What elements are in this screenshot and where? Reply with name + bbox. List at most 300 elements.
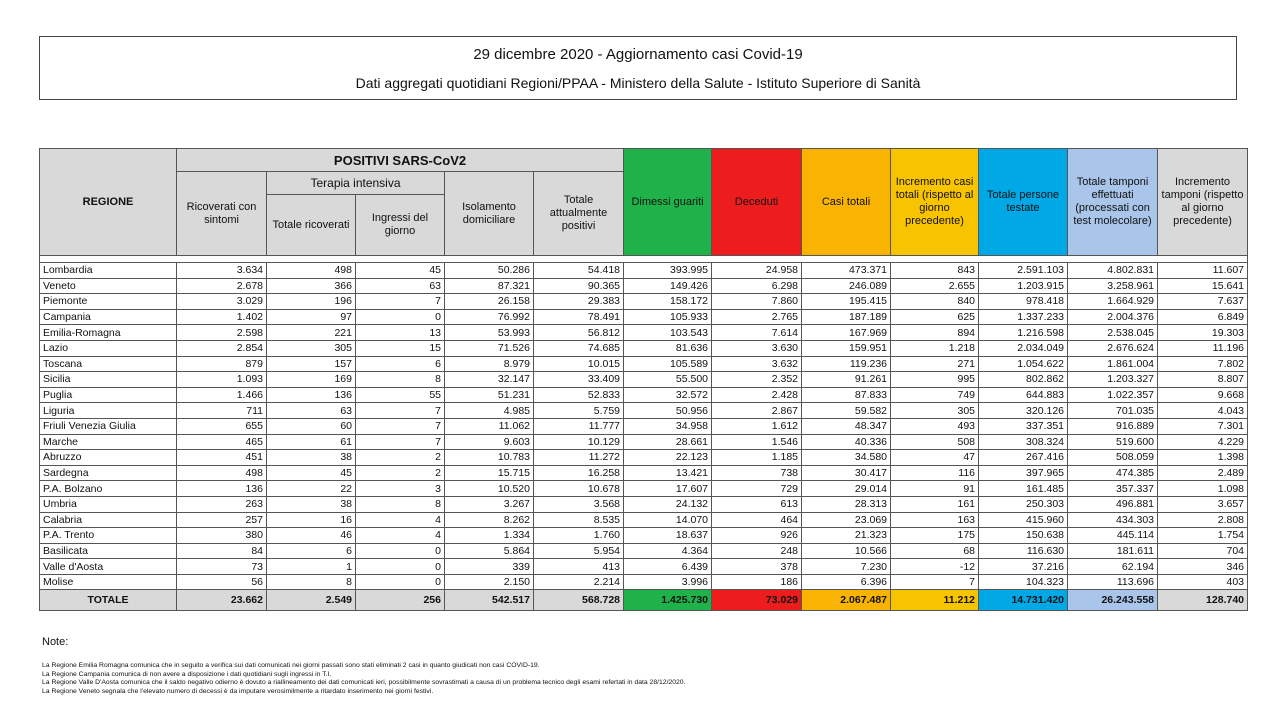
table-cell: 250.303 (979, 496, 1068, 512)
table-cell: 7.637 (1158, 294, 1248, 310)
total-cell: 11.212 (891, 590, 979, 611)
table-row (40, 528, 1248, 544)
table-cell: 2.489 (1158, 465, 1248, 481)
table-cell: 496.881 (1068, 496, 1158, 512)
table-cell: 45 (356, 263, 445, 279)
total-cell: 14.731.420 (979, 590, 1068, 611)
table-cell: 508 (891, 434, 979, 450)
total-cell: 2.549 (267, 590, 356, 611)
table-cell: 464 (712, 512, 802, 528)
table-cell: 5.759 (534, 403, 624, 419)
table-cell: 163 (891, 512, 979, 528)
note-line: La Regione Emilia Romagna comunica che in seguito a verifica sui dati comunicati nei giorni passati sono stati eliminati 2 casi in quanto giudicati non casi COVID-19. (42, 662, 540, 669)
table-cell: 1.218 (891, 340, 979, 356)
table-cell: 16 (267, 512, 356, 528)
table-cell: 9.603 (445, 434, 534, 450)
region-name: Lazio (40, 340, 177, 356)
table-row (40, 434, 1248, 450)
table-cell: 3.267 (445, 496, 534, 512)
report-title: 29 dicembre 2020 - Aggiornamento casi Covid-19 (473, 46, 803, 63)
region-name: Sardegna (40, 465, 177, 481)
report-title-box (39, 36, 1237, 100)
table-cell: 15.715 (445, 465, 534, 481)
table-cell: 2 (356, 465, 445, 481)
col-isolamento: Isolamento domiciliare (445, 172, 534, 256)
table-cell: 10.783 (445, 450, 534, 466)
table-cell: 71.526 (445, 340, 534, 356)
table-cell: 5.954 (534, 543, 624, 559)
table-cell: 1.402 (177, 309, 267, 325)
table-cell: 119.236 (802, 356, 891, 372)
table-cell: 1.054.622 (979, 356, 1068, 372)
notes-header: Note: (42, 636, 69, 648)
table-row (40, 372, 1248, 388)
table-cell: 48.347 (802, 418, 891, 434)
table-cell: 3.996 (624, 574, 712, 590)
table-cell: 7 (891, 574, 979, 590)
table-cell: 105.589 (624, 356, 712, 372)
table-cell: 378 (712, 559, 802, 575)
table-cell: 26.158 (445, 294, 534, 310)
total-cell: 542.517 (445, 590, 534, 611)
table-cell: 7 (356, 434, 445, 450)
table-cell: 1.754 (1158, 528, 1248, 544)
table-cell: 7.614 (712, 325, 802, 341)
table-cell: 1.216.598 (979, 325, 1068, 341)
region-name: Friuli Venezia Giulia (40, 418, 177, 434)
table-cell: 38 (267, 450, 356, 466)
table-cell: 4 (356, 528, 445, 544)
table-cell: 22.123 (624, 450, 712, 466)
table-cell: 613 (712, 496, 802, 512)
table-cell: 103.543 (624, 325, 712, 341)
table-cell: 7.802 (1158, 356, 1248, 372)
region-name: Sicilia (40, 372, 177, 388)
table-cell: 519.600 (1068, 434, 1158, 450)
table-cell: 1.203.327 (1068, 372, 1158, 388)
table-cell: 23.069 (802, 512, 891, 528)
table-cell: 7.301 (1158, 418, 1248, 434)
region-name: Basilicata (40, 543, 177, 559)
table-cell: 738 (712, 465, 802, 481)
table-cell: 7 (356, 294, 445, 310)
table-cell: 52.833 (534, 387, 624, 403)
table-cell: 644.883 (979, 387, 1068, 403)
table-cell: 97 (267, 309, 356, 325)
table-cell: 10.015 (534, 356, 624, 372)
table-cell: 4 (356, 512, 445, 528)
col-incremento-tamponi: Incremento tamponi (rispetto al giorno precedente) (1158, 149, 1248, 256)
table-cell: 473.371 (802, 263, 891, 279)
table-row (40, 387, 1248, 403)
table-row (40, 356, 1248, 372)
table-cell: 7 (356, 418, 445, 434)
table-cell: 8 (356, 372, 445, 388)
table-cell: 305 (267, 340, 356, 356)
covid-data-table (39, 148, 1248, 611)
table-cell: 7 (356, 403, 445, 419)
table-cell: 30.417 (802, 465, 891, 481)
table-cell: 2 (356, 450, 445, 466)
table-cell: 1.093 (177, 372, 267, 388)
header-spacer (40, 256, 1248, 263)
table-cell: 393.995 (624, 263, 712, 279)
table-cell: 508.059 (1068, 450, 1158, 466)
table-cell: 54.418 (534, 263, 624, 279)
table-cell: 2.214 (534, 574, 624, 590)
region-name: Marche (40, 434, 177, 450)
table-cell: 0 (356, 543, 445, 559)
table-cell: 451 (177, 450, 267, 466)
table-cell: 1.337.233 (979, 309, 1068, 325)
table-cell: 167.969 (802, 325, 891, 341)
table-cell: 498 (267, 263, 356, 279)
table-cell: 3 (356, 481, 445, 497)
table-cell: 0 (356, 559, 445, 575)
table-cell: 21.323 (802, 528, 891, 544)
table-row (40, 294, 1248, 310)
table-cell: 6.849 (1158, 309, 1248, 325)
table-cell: 1.185 (712, 450, 802, 466)
total-cell: 1.425.730 (624, 590, 712, 611)
table-cell: 17.607 (624, 481, 712, 497)
table-cell: 271 (891, 356, 979, 372)
table-cell: 840 (891, 294, 979, 310)
table-cell: 105.933 (624, 309, 712, 325)
table-cell: 995 (891, 372, 979, 388)
note-line: La Regione Valle D'Aosta comunica che il saldo negativo odierno è dovuto a riallineamento dei dati comunicati ieri, possibilmente sovrastimati a causa di un problema tecnico degli esami refertati in data 28/12/2020. (42, 679, 686, 687)
table-row (40, 512, 1248, 528)
table-cell: 3.657 (1158, 496, 1248, 512)
table-cell: 357.337 (1068, 481, 1158, 497)
table-cell: 87.321 (445, 278, 534, 294)
table-cell: 465 (177, 434, 267, 450)
table-cell: 879 (177, 356, 267, 372)
table-cell: 397.965 (979, 465, 1068, 481)
table-cell: 1.098 (1158, 481, 1248, 497)
table-cell: 1.546 (712, 434, 802, 450)
col-ricoverati: Ricoverati con sintomi (177, 172, 267, 256)
table-cell: 625 (891, 309, 979, 325)
table-cell: 729 (712, 481, 802, 497)
table-cell: 2.676.624 (1068, 340, 1158, 356)
col-dimessi-guariti: Dimessi guariti (624, 149, 712, 256)
table-row (40, 496, 1248, 512)
table-cell: 28.661 (624, 434, 712, 450)
table-cell: 2.150 (445, 574, 534, 590)
table-cell: 2.867 (712, 403, 802, 419)
region-name: Valle d'Aosta (40, 559, 177, 575)
table-cell: 159.951 (802, 340, 891, 356)
table-cell: 413 (534, 559, 624, 575)
table-row (40, 340, 1248, 356)
table-cell: 175 (891, 528, 979, 544)
table-cell: 10.566 (802, 543, 891, 559)
table-cell: 15 (356, 340, 445, 356)
table-cell: 1.861.004 (1068, 356, 1158, 372)
table-cell: 337.351 (979, 418, 1068, 434)
total-cell: 568.728 (534, 590, 624, 611)
table-cell: 4.802.831 (1068, 263, 1158, 279)
table-cell: 32.572 (624, 387, 712, 403)
region-name: Puglia (40, 387, 177, 403)
region-name: Toscana (40, 356, 177, 372)
table-cell: 1.398 (1158, 450, 1248, 466)
table-cell: 8.262 (445, 512, 534, 528)
table-row (40, 481, 1248, 497)
table-cell: 32.147 (445, 372, 534, 388)
table-cell: 339 (445, 559, 534, 575)
note-line: La Regione Veneto segnala che l'elevato numero di decessi è da imputare verosimilmente a ritardato inserimento nei giorni festivi. (42, 687, 434, 695)
table-cell: 6.396 (802, 574, 891, 590)
group-positivi: POSITIVI SARS-CoV2 (177, 149, 624, 172)
table-cell: 7.860 (712, 294, 802, 310)
table-row (40, 465, 1248, 481)
notes-section (42, 636, 1232, 696)
region-name: Emilia-Romagna (40, 325, 177, 341)
table-cell: 11.062 (445, 418, 534, 434)
table-cell: 169 (267, 372, 356, 388)
table-row (40, 263, 1248, 279)
table-cell: 926 (712, 528, 802, 544)
table-cell: 978.418 (979, 294, 1068, 310)
table-cell: 3.630 (712, 340, 802, 356)
table-body (40, 256, 1248, 611)
table-cell: 40.336 (802, 434, 891, 450)
col-persone-testate: Totale persone testate (979, 149, 1068, 256)
col-regione: REGIONE (40, 149, 177, 256)
table-cell: 320.126 (979, 403, 1068, 419)
table-cell: 11.607 (1158, 263, 1248, 279)
table-cell: 474.385 (1068, 465, 1158, 481)
table-cell: 113.696 (1068, 574, 1158, 590)
total-row (40, 590, 1248, 611)
table-cell: 415.960 (979, 512, 1068, 528)
table-cell: 3.568 (534, 496, 624, 512)
table-row (40, 325, 1248, 341)
table-cell: 257 (177, 512, 267, 528)
table-cell: 0 (356, 574, 445, 590)
table-cell: 19.303 (1158, 325, 1248, 341)
table-cell: 37.216 (979, 559, 1068, 575)
total-cell: 26.243.558 (1068, 590, 1158, 611)
table-cell: 7.230 (802, 559, 891, 575)
table-cell: 4.364 (624, 543, 712, 559)
table-cell: 2.808 (1158, 512, 1248, 528)
table-cell: 74.685 (534, 340, 624, 356)
region-name: Liguria (40, 403, 177, 419)
table-cell: 50.286 (445, 263, 534, 279)
table-cell: 2.004.376 (1068, 309, 1158, 325)
table-cell: 59.582 (802, 403, 891, 419)
table-cell: 5.864 (445, 543, 534, 559)
table-cell: 8 (356, 496, 445, 512)
table-cell: 267.416 (979, 450, 1068, 466)
table-cell: 45 (267, 465, 356, 481)
table-cell: 16.258 (534, 465, 624, 481)
table-cell: 90.365 (534, 278, 624, 294)
table-cell: 6 (356, 356, 445, 372)
table-cell: 18.637 (624, 528, 712, 544)
table-cell: 4.043 (1158, 403, 1248, 419)
table-cell: 24.132 (624, 496, 712, 512)
table-cell: 136 (267, 387, 356, 403)
table-cell: 749 (891, 387, 979, 403)
total-cell: 2.067.487 (802, 590, 891, 611)
table-cell: 47 (891, 450, 979, 466)
table-cell: 149.426 (624, 278, 712, 294)
table-cell: 84 (177, 543, 267, 559)
table-cell: 403 (1158, 574, 1248, 590)
table-cell: 3.634 (177, 263, 267, 279)
table-cell: 38 (267, 496, 356, 512)
table-cell: 1.664.929 (1068, 294, 1158, 310)
table-cell: 2.591.103 (979, 263, 1068, 279)
spacer-cell (40, 256, 1248, 263)
total-cell: 128.740 (1158, 590, 1248, 611)
table-cell: 9.668 (1158, 387, 1248, 403)
table-cell: 1.334 (445, 528, 534, 544)
table-cell: 434.303 (1068, 512, 1158, 528)
table-cell: 1 (267, 559, 356, 575)
table-cell: 2.655 (891, 278, 979, 294)
table-cell: 34.580 (802, 450, 891, 466)
table-cell: 157 (267, 356, 356, 372)
table-cell: 8.535 (534, 512, 624, 528)
table-cell: 29.014 (802, 481, 891, 497)
total-cell: 73.029 (712, 590, 802, 611)
table-cell: 116 (891, 465, 979, 481)
table-cell: 701.035 (1068, 403, 1158, 419)
table-cell: 263 (177, 496, 267, 512)
table-cell: 10.129 (534, 434, 624, 450)
total-cell: 256 (356, 590, 445, 611)
table-cell: 60 (267, 418, 356, 434)
table-cell: 87.833 (802, 387, 891, 403)
table-cell: 78.491 (534, 309, 624, 325)
group-terapia-intensiva: Terapia intensiva (267, 172, 445, 195)
table-cell: 15.641 (1158, 278, 1248, 294)
table-cell: 46 (267, 528, 356, 544)
col-casi-totali: Casi totali (802, 149, 891, 256)
table-cell: 81.636 (624, 340, 712, 356)
table-cell: 1.203.915 (979, 278, 1068, 294)
table-cell: 8.807 (1158, 372, 1248, 388)
region-name: Molise (40, 574, 177, 590)
table-cell: 91.261 (802, 372, 891, 388)
table-cell: 56 (177, 574, 267, 590)
table-cell: 2.854 (177, 340, 267, 356)
table-cell: 13.421 (624, 465, 712, 481)
table-cell: 104.323 (979, 574, 1068, 590)
table-cell: 0 (356, 309, 445, 325)
table-cell: 11.777 (534, 418, 624, 434)
table-cell: 498 (177, 465, 267, 481)
table-cell: 14.070 (624, 512, 712, 528)
table-cell: 187.189 (802, 309, 891, 325)
table-cell: 704 (1158, 543, 1248, 559)
table-cell: 63 (356, 278, 445, 294)
table-cell: 366 (267, 278, 356, 294)
table-cell: 161.485 (979, 481, 1068, 497)
table-cell: 181.611 (1068, 543, 1158, 559)
table-cell: 13 (356, 325, 445, 341)
region-name: P.A. Trento (40, 528, 177, 544)
region-name: Lombardia (40, 263, 177, 279)
table-cell: 308.324 (979, 434, 1068, 450)
table-cell: 1.760 (534, 528, 624, 544)
table-cell: 55 (356, 387, 445, 403)
table-cell: 68 (891, 543, 979, 559)
table-cell: 6 (267, 543, 356, 559)
col-incremento-casi: Incremento casi totali (rispetto al giorno precedente) (891, 149, 979, 256)
table-cell: 33.409 (534, 372, 624, 388)
table-cell: 916.889 (1068, 418, 1158, 434)
table-row (40, 309, 1248, 325)
table-cell: 802.862 (979, 372, 1068, 388)
table-cell: 55.500 (624, 372, 712, 388)
col-tamponi: Totale tamponi effettuati (processati con test molecolare) (1068, 149, 1158, 256)
table-cell: 10.520 (445, 481, 534, 497)
table-cell: 136 (177, 481, 267, 497)
table-cell: 2.765 (712, 309, 802, 325)
table-cell: 445.114 (1068, 528, 1158, 544)
table-row (40, 418, 1248, 434)
table-cell: 8 (267, 574, 356, 590)
table-cell: 2.598 (177, 325, 267, 341)
table-cell: 493 (891, 418, 979, 434)
table-cell: 1.466 (177, 387, 267, 403)
table-cell: 63 (267, 403, 356, 419)
table-row (40, 403, 1248, 419)
table-cell: 3.632 (712, 356, 802, 372)
table-cell: 34.958 (624, 418, 712, 434)
table-cell: 150.638 (979, 528, 1068, 544)
col-ti-ingressi: Ingressi del giorno (356, 195, 445, 256)
col-deceduti: Deceduti (712, 149, 802, 256)
col-totale-positivi: Totale attualmente positivi (534, 172, 624, 256)
table-cell: 3.258.961 (1068, 278, 1158, 294)
table-cell: 248 (712, 543, 802, 559)
table-row (40, 278, 1248, 294)
table-cell: 8.979 (445, 356, 534, 372)
table-cell: 10.678 (534, 481, 624, 497)
table-cell: 22 (267, 481, 356, 497)
table-cell: 11.196 (1158, 340, 1248, 356)
table-cell: 380 (177, 528, 267, 544)
table-cell: 61 (267, 434, 356, 450)
table-cell: 2.538.045 (1068, 325, 1158, 341)
table-cell: 4.229 (1158, 434, 1248, 450)
table-cell: 51.231 (445, 387, 534, 403)
col-ti-totale: Totale ricoverati (267, 195, 356, 256)
table-cell: 246.089 (802, 278, 891, 294)
table-cell: 24.958 (712, 263, 802, 279)
table-cell: 4.985 (445, 403, 534, 419)
table-row (40, 450, 1248, 466)
table-cell: 195.415 (802, 294, 891, 310)
total-label: TOTALE (40, 590, 177, 611)
table-cell: 2.034.049 (979, 340, 1068, 356)
table-cell: 346 (1158, 559, 1248, 575)
table-cell: 158.172 (624, 294, 712, 310)
table-cell: 2.352 (712, 372, 802, 388)
note-line: La Regione Campania comunica di non avere a disposizione i dati quotidiani sugli ingressi in T.I. (42, 670, 332, 678)
table-cell: 76.992 (445, 309, 534, 325)
region-name: Umbria (40, 496, 177, 512)
table-cell: 305 (891, 403, 979, 419)
region-name: Campania (40, 309, 177, 325)
